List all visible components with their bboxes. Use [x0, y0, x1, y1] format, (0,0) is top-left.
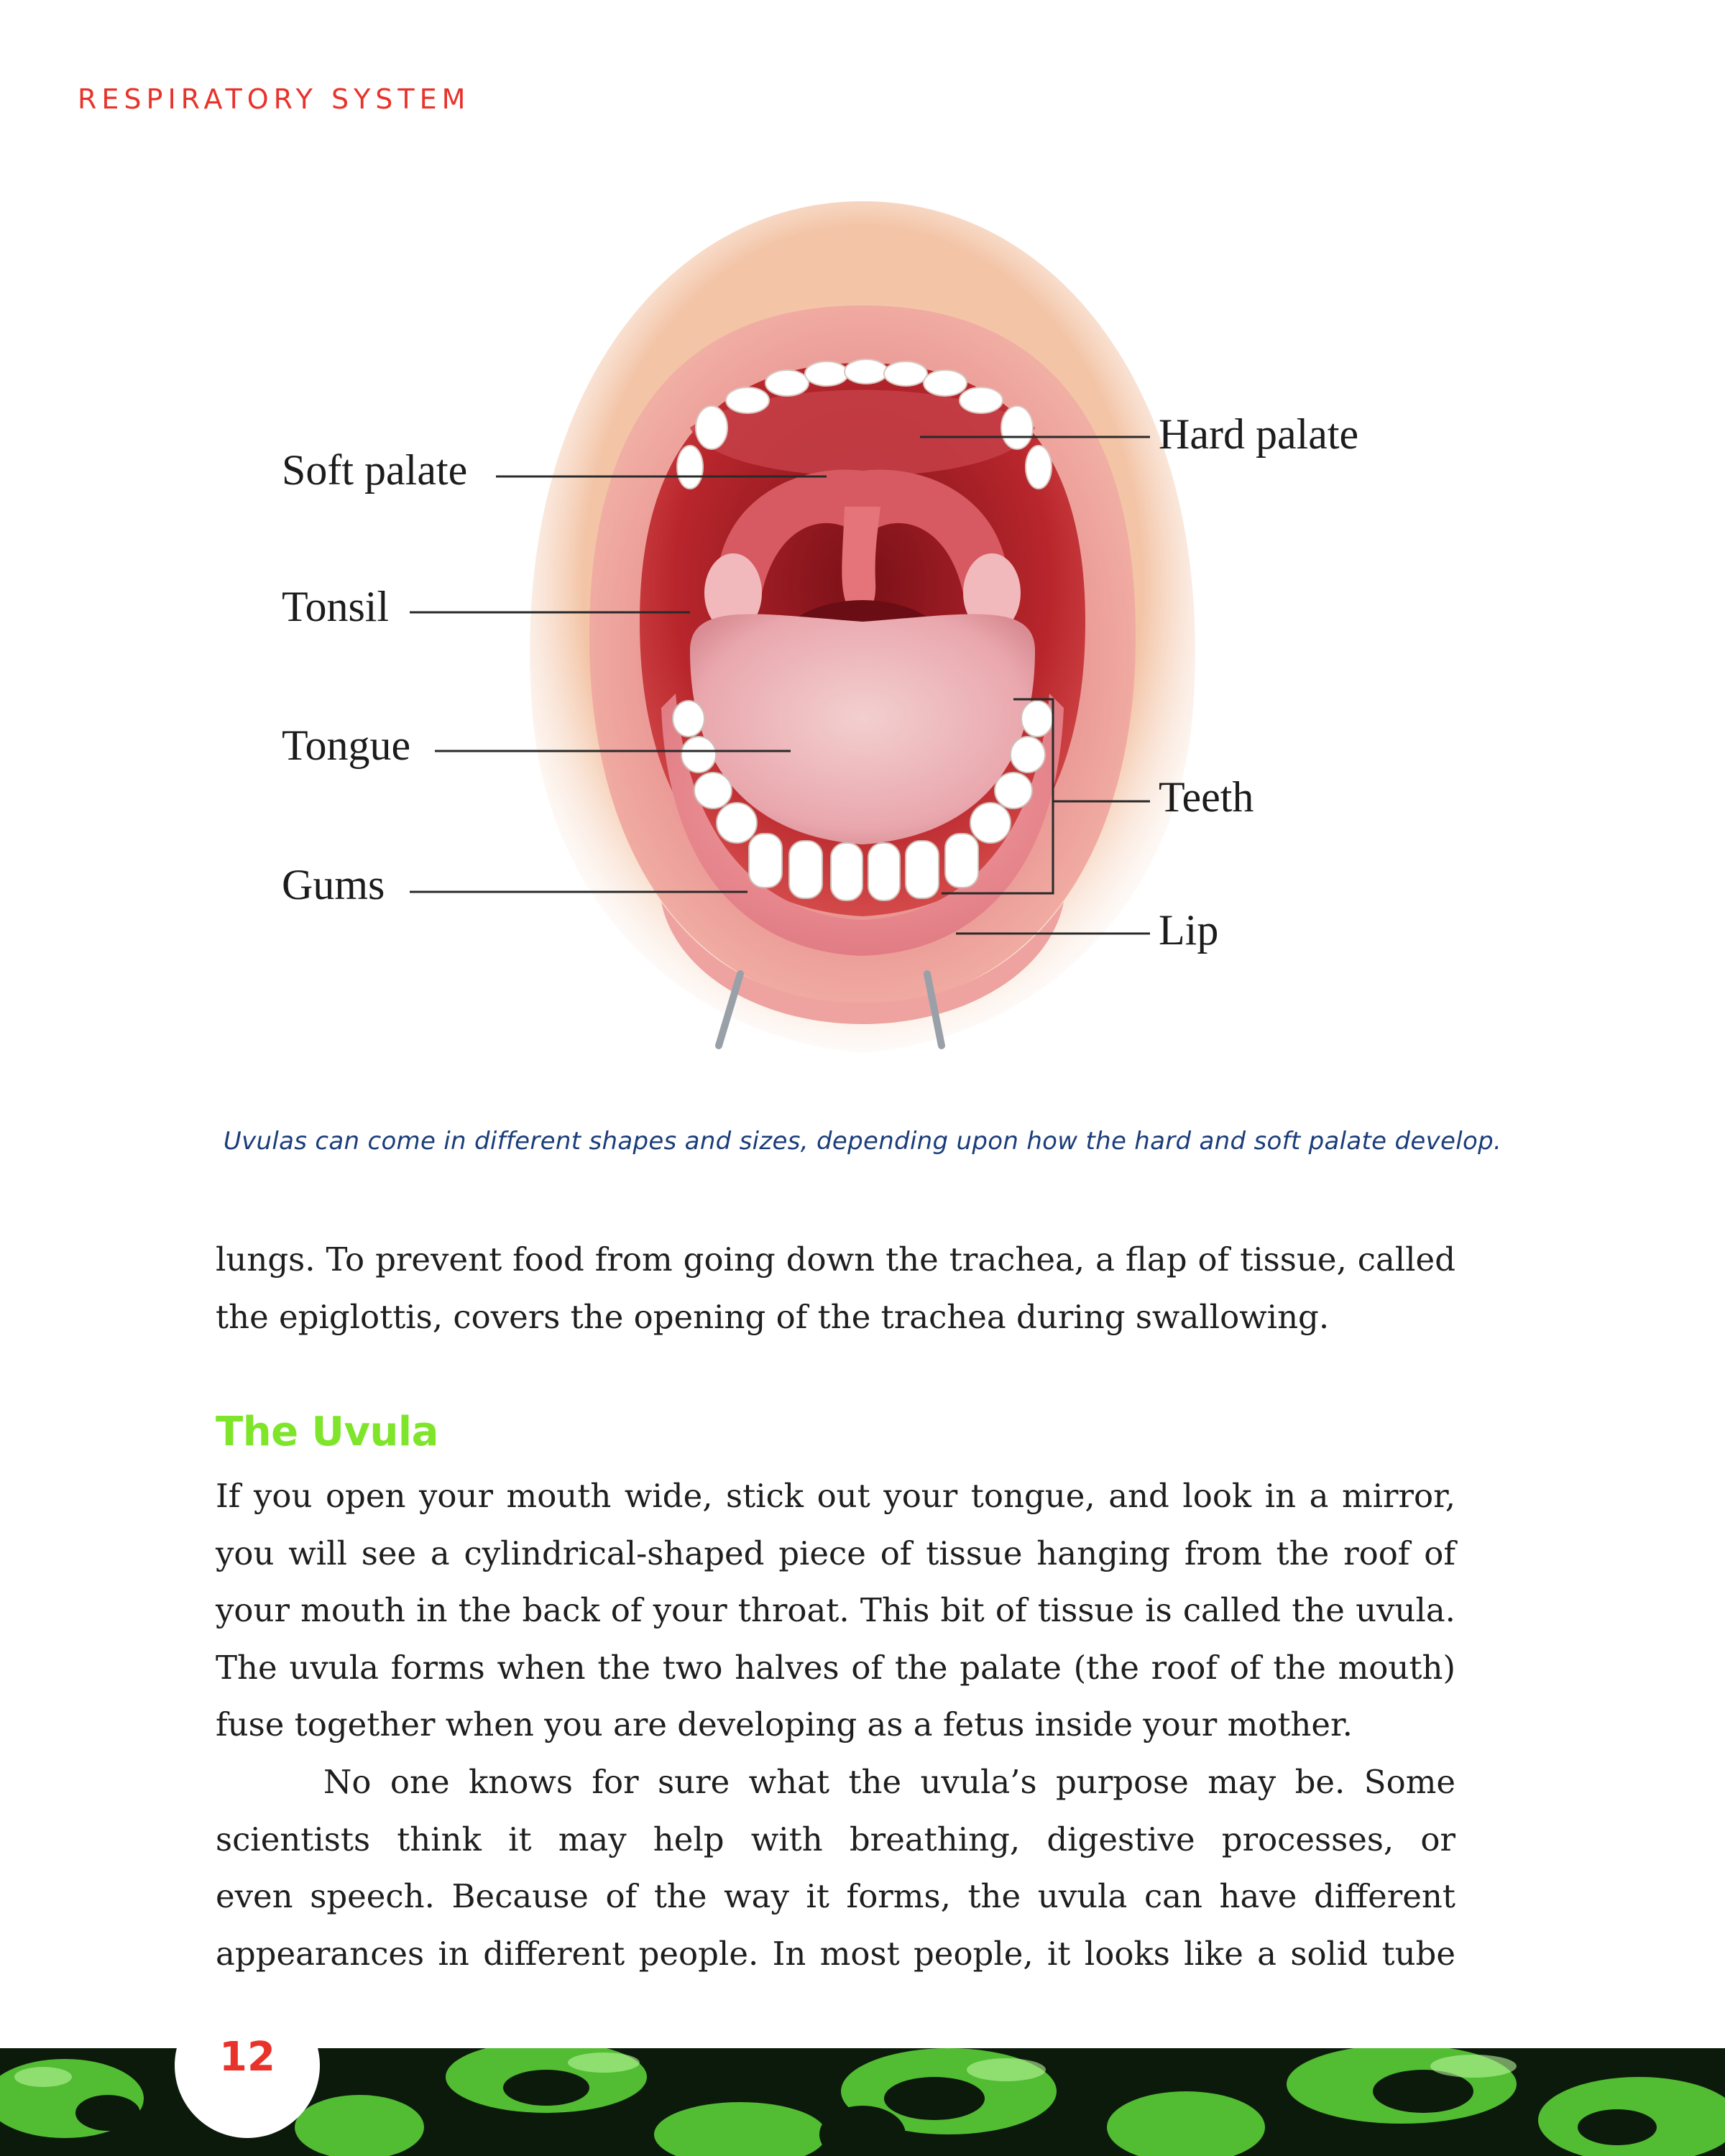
paragraph-line: fuse together when you are developing as a fetus inside your mother.: [216, 1705, 1353, 1743]
intro-paragraph: [216, 1231, 1455, 1345]
label-gums: Gums: [282, 861, 385, 908]
label-tonsil: Tonsil: [282, 583, 390, 630]
label-hard-palate: Hard palate: [1159, 410, 1359, 458]
paragraph-line: even speech. Because of the way it forms, the uvula can have different: [216, 1877, 1455, 1915]
paragraph-line: you will see a cylindrical-shaped piece of tissue hanging from the roof of: [216, 1534, 1455, 1572]
figure-caption: Uvulas can come in different shapes and sizes, depending upon how the hard and soft palate develop.: [223, 1127, 1502, 1156]
intro-line: the epiglottis, covers the opening of the trachea during swallowing.: [216, 1297, 1330, 1336]
running-head: RESPIRATORY SYSTEM: [78, 83, 471, 115]
paragraph-line: The uvula forms when the two halves of the palate (the roof of the mouth): [216, 1648, 1455, 1687]
paragraph-line: your mouth in the back of your throat. This bit of tissue is called the uvula.: [216, 1591, 1455, 1629]
paragraph-line: scientists think it may help with breathing, digestive processes, or: [216, 1820, 1455, 1858]
paragraph-line: No one knows for sure what the uvula’s purpose may be. Some: [323, 1763, 1455, 1801]
section-heading: The Uvula: [216, 1409, 438, 1455]
paragraph-line: appearances in different people. In most people, it looks like a solid tube: [216, 1934, 1455, 1973]
label-tongue: Tongue: [282, 722, 411, 769]
uvula-paragraph-1: [216, 1468, 1455, 1754]
mouth-illustration: [259, 190, 1466, 1053]
uvula-paragraph-2: [216, 1754, 1455, 1982]
intro-line: lungs. To prevent food from going down the trachea, a flap of tissue, called: [216, 1240, 1455, 1279]
label-soft-palate: Soft palate: [282, 446, 468, 494]
label-teeth: Teeth: [1159, 773, 1254, 821]
label-lip: Lip: [1159, 906, 1219, 954]
mouth-anatomy-figure: [259, 190, 1466, 1053]
paragraph-line: If you open your mouth wide, stick out your tongue, and look in a mirror,: [216, 1477, 1455, 1515]
page-number: 12: [219, 2034, 275, 2081]
